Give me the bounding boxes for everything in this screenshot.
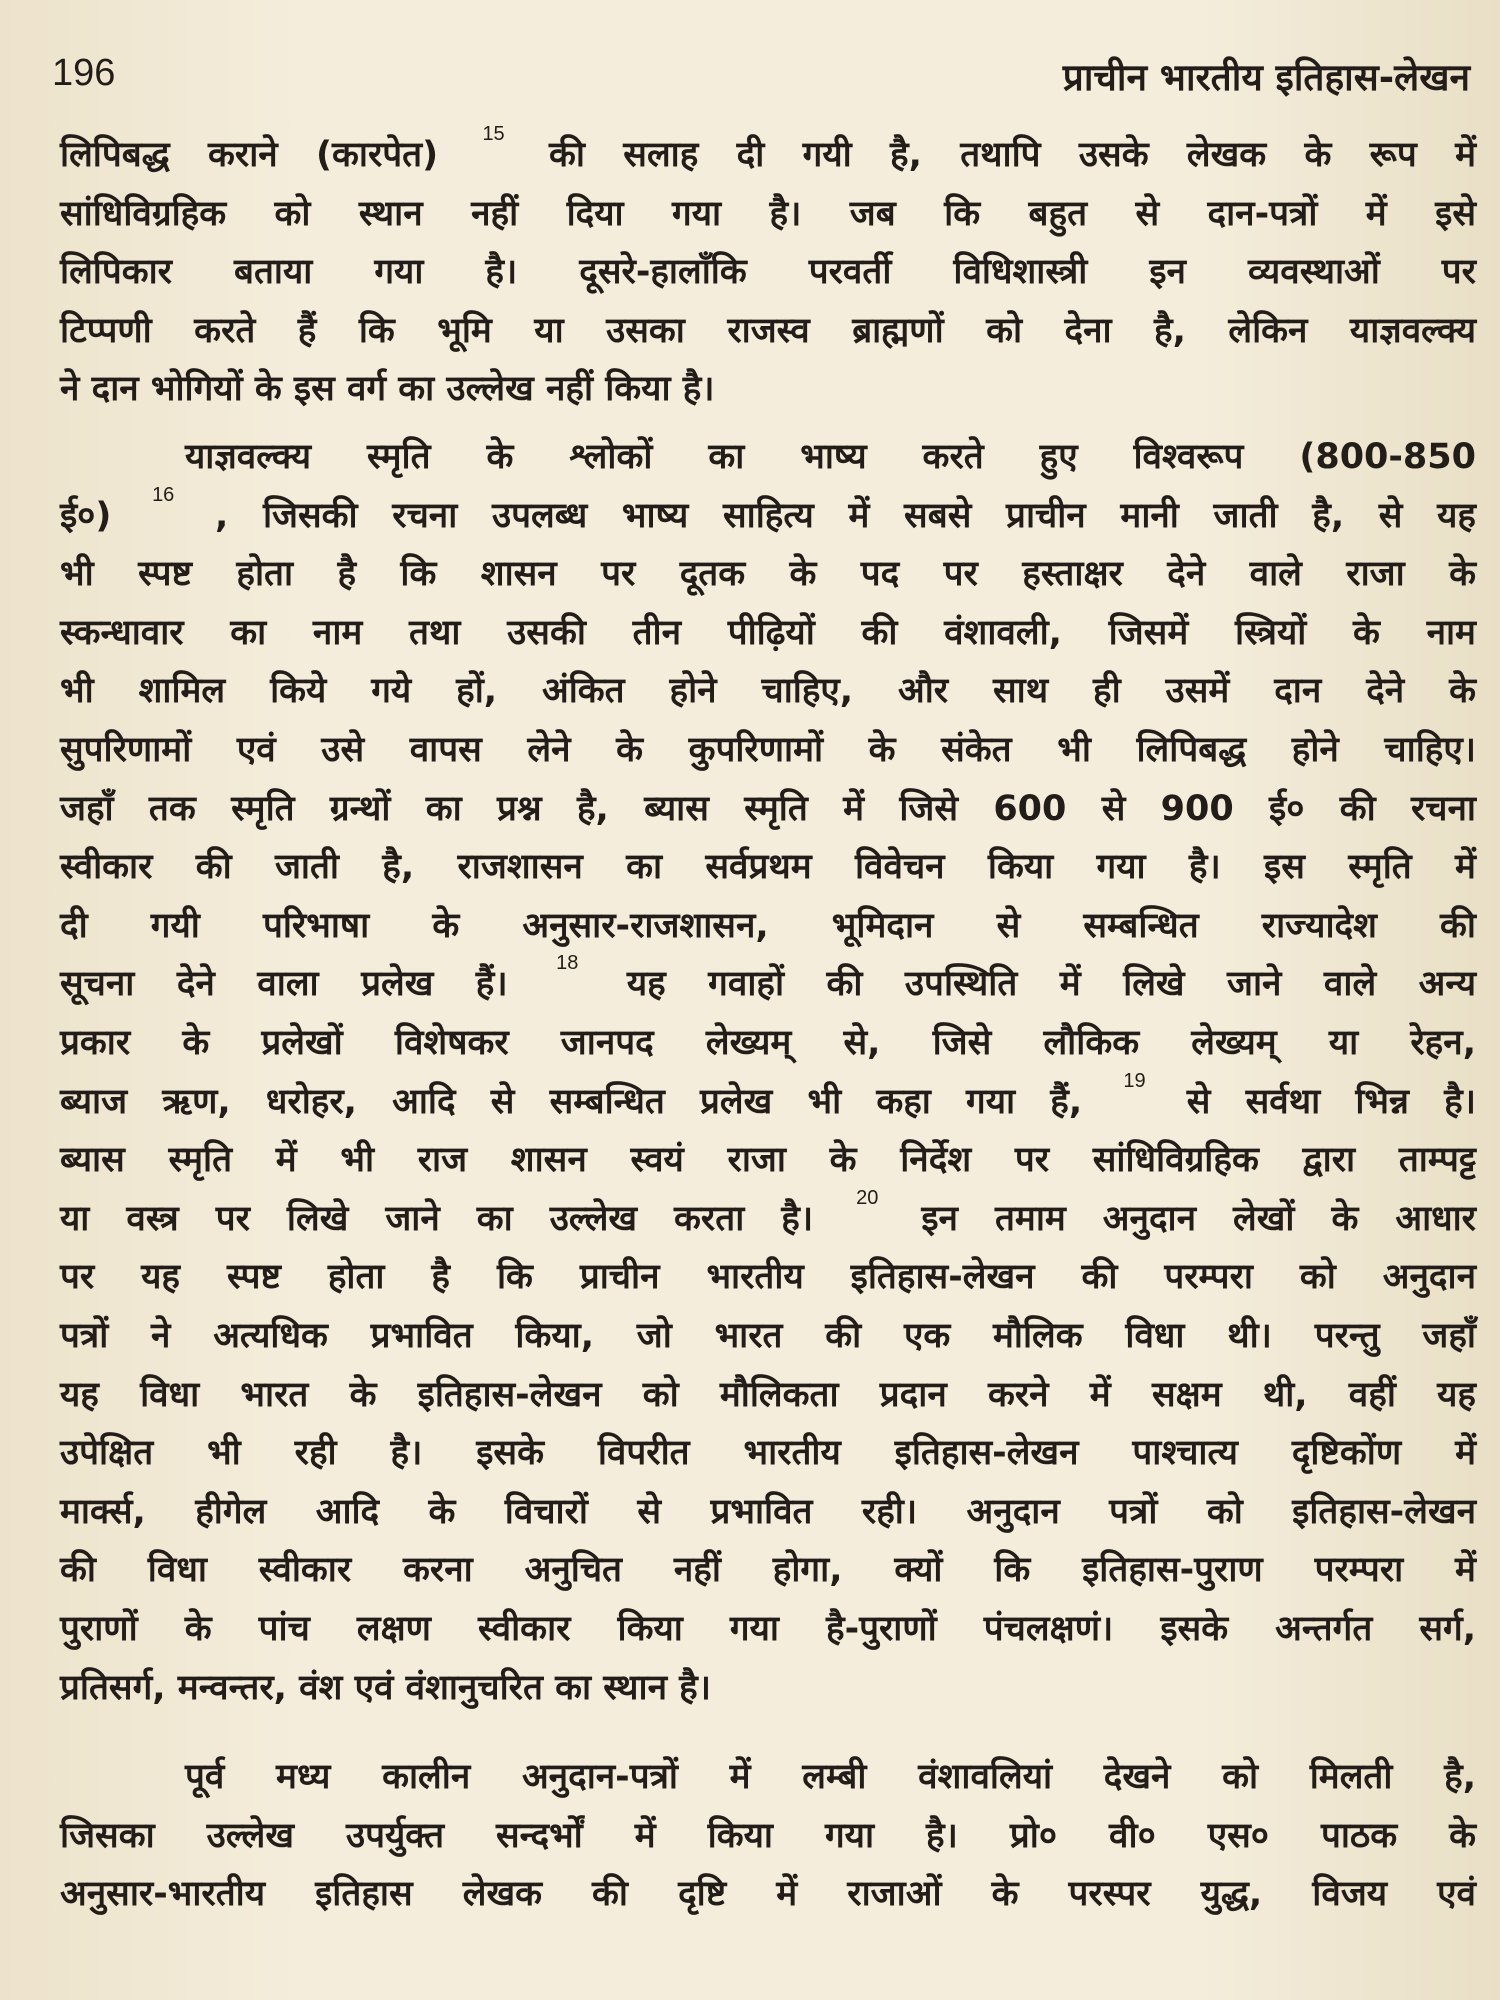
text-segment: स्कन्धावार का नाम तथा उसकी तीन पीढ़ियों की वंशावली, जिसमें स्त्रियों के नाम: [60, 612, 1476, 653]
text-segment: सांधिविग्रहिक को स्थान नहीं दिया गया है। जब कि बहुत से दान-पत्रों में इसे: [60, 193, 1476, 234]
text-segment: अनुसार-भारतीय इतिहास लेखक की दृष्टि में राजाओं के परस्पर युद्ध, विजय एवं: [60, 1874, 1476, 1915]
text-segment: की विधा स्वीकार करना अनुचित नहीं होगा, क्यों कि इतिहास-पुराण परम्परा में: [60, 1550, 1476, 1591]
text-line: [60, 123, 1477, 180]
text-segment: भी स्पष्ट होता है कि शासन पर दूतक के पद पर हस्ताक्षर देने वाले राजा के: [60, 554, 1476, 595]
text-line: [60, 1811, 1476, 1861]
text-segment: यह विधा भारत के इतिहास-लेखन को मौलिकता प्रदान करने में सक्षम थी, वहीं यह: [60, 1374, 1476, 1415]
text-line: [60, 1069, 1477, 1127]
text-line: [60, 1370, 1476, 1420]
text-line: [60, 725, 1476, 775]
text-segment: सूचना देने वाला प्रलेख हैं।: [60, 964, 508, 1005]
text-line: [60, 483, 1477, 541]
text-line: [60, 189, 1476, 239]
text-segment: जिसका उल्लेख उपर्युक्त सन्दर्भों में किया गया है। प्रो० वी० एस० पाठक के: [60, 1815, 1476, 1856]
text-line: [60, 1186, 1477, 1244]
text-segment: या वस्त्र पर लिखे जाने का उल्लेख करता है।: [60, 1198, 814, 1239]
text-line: [60, 1545, 1476, 1595]
text-line: [60, 1311, 1476, 1361]
text-segment: टिप्पणी करते हैं कि भूमि या उसका राजस्व ब्राह्मणों को देना है, लेकिन याज्ञवल्क्य: [60, 310, 1476, 351]
text-line: [60, 1018, 1476, 1068]
text-segment: सुपरिणामों एवं उसे वापस लेने के कुपरिणामों के संकेत भी लिपिबद्ध होने चाहिए।: [60, 730, 1476, 770]
text-line: [60, 432, 1476, 482]
text-segment: ब्यास स्मृति में भी राज शासन स्वयं राजा के निर्देश पर सांधिविग्रहिक द्वारा ताम्पट्ट: [60, 1140, 1476, 1181]
text-line: [60, 952, 1477, 1009]
text-segment: ई०): [60, 495, 112, 536]
footnote-reference: 19: [1123, 1069, 1146, 1092]
text-line: [60, 1752, 1476, 1802]
text-segment: ब्याज ऋण, धरोहर, आदि से सम्बन्धित प्रलेख भी कहा गया हैं,: [60, 1081, 1083, 1122]
text-line: [60, 1252, 1476, 1302]
text-line: [60, 608, 1476, 658]
text-segment: की सलाह दी गयी है, तथापि उसके लेखक के रूप में: [549, 135, 1477, 175]
text-segment: स्वीकार की जाती है, राजशासन का सर्वप्रथम विवेचन किया गया है। इस स्मृति में: [60, 847, 1476, 888]
text-line: [60, 1428, 1476, 1478]
text-segment: यह गवाहों की उपस्थिति में लिखे जाने वाले अन्य: [626, 964, 1477, 1005]
footnote-reference: 20: [856, 1186, 879, 1209]
text-line: [60, 1869, 1476, 1919]
text-segment: मार्क्स, हीगेल आदि के विचारों से प्रभावित रही। अनुदान पत्रों को इतिहास-लेखन: [60, 1491, 1476, 1532]
text-segment: उपेक्षित भी रही है। इसके विपरीत भारतीय इतिहास-लेखन पाश्चात्य दृष्टिकोंण में: [60, 1433, 1476, 1474]
text-line: [60, 1487, 1476, 1537]
text-line: [60, 666, 1476, 716]
text-line: [60, 901, 1476, 951]
text-segment: भी शामिल किये गये हों, अंकित होने चाहिए, और साथ ही उसमें दान देने के: [60, 671, 1476, 712]
text-segment: लिपिकार बताया गया है। दूसरे-हालाँकि परवर्ती विधिशास्त्री इन व्यवस्थाओं पर: [60, 252, 1476, 293]
footnote-reference: 18: [556, 952, 579, 975]
text-segment: से सर्वथा भिन्न है।: [1186, 1081, 1477, 1122]
text-segment: पुराणों के पांच लक्षण स्वीकार किया गया है-पुराणों पंचलक्षणं। इसके अन्तर्गत सर्ग,: [60, 1609, 1476, 1649]
text-segment: याज्ञवल्क्य स्मृति के श्लोकों का भाष्य करते हुए विश्वरूप (800-850: [185, 437, 1476, 477]
text-line: [60, 842, 1476, 892]
text-line: [60, 306, 1476, 356]
running-title: प्राचीन भारतीय इतिहास-लेखन: [1062, 56, 1470, 99]
text-line: [60, 784, 1476, 834]
text-segment: , जिसकी रचना उपलब्ध भाष्य साहित्य में सबसे प्राचीन मानी जाती है, से यह: [214, 495, 1477, 536]
text-segment: प्रकार के प्रलेखों विशेषकर जानपद लेख्यम् से, जिसे लौकिक लेख्यम् या रेहन,: [60, 1023, 1476, 1063]
text-segment: इन तमाम अनुदान लेखों के आधार: [921, 1198, 1477, 1239]
text-segment: ने दान भोगियों के इस वर्ग का उल्लेख नहीं किया है।: [60, 369, 715, 410]
page-number: 196: [52, 52, 116, 94]
text-segment: दी गयी परिभाषा के अनुसार-राजशासन, भूमिदान से सम्बन्धित राज्यादेश की: [60, 905, 1476, 946]
text-line: [60, 1135, 1476, 1185]
text-line: [60, 364, 1476, 414]
text-line: [60, 549, 1476, 599]
text-line: [60, 1663, 1476, 1713]
text-line: [60, 1604, 1476, 1654]
footnote-reference: 15: [482, 123, 505, 145]
text-segment: पत्रों ने अत्यधिक प्रभावित किया, जो भारत की एक मौलिक विधा थी। परन्तु जहाँ: [60, 1316, 1476, 1356]
text-line: [60, 247, 1476, 297]
text-segment: पर यह स्पष्ट होता है कि प्राचीन भारतीय इतिहास-लेखन की परम्परा को अनुदान: [60, 1257, 1476, 1298]
text-segment: लिपिबद्ध कराने (कारपेत): [60, 135, 439, 175]
text-segment: पूर्व मध्य कालीन अनुदान-पत्रों में लम्बी वंशावलियां देखने को मिलती है,: [185, 1757, 1476, 1797]
footnote-reference: 16: [152, 483, 175, 506]
text-segment: प्रतिसर्ग, मन्वन्तर, वंश एवं वंशानुचरित का स्थान है।: [60, 1667, 712, 1708]
text-segment: जहाँ तक स्मृति ग्रन्थों का प्रश्न है, ब्यास स्मृति में जिसे 600 से 900 ई० की रचना: [60, 788, 1476, 829]
